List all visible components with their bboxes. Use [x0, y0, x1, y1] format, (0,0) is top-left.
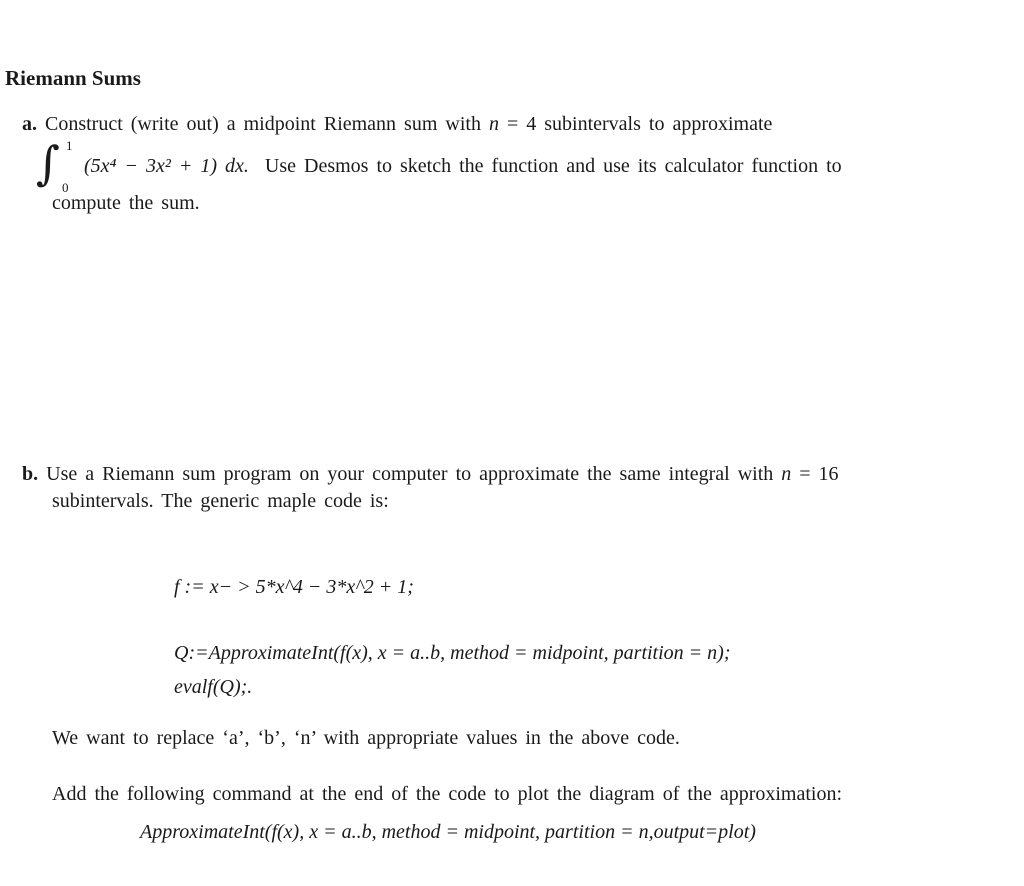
part-a-text1: Construct (write out) a midpoint Riemann sum with: [45, 113, 481, 135]
part-a-line3: compute the sum.: [52, 192, 200, 214]
part-b-text1: Use a Riemann sum program on your computer to approximate the same integral with: [46, 463, 774, 485]
code-line-function: f := x− > 5*x^4 − 3*x^2 + 1;: [174, 576, 414, 598]
part-a-label: a.: [22, 113, 37, 135]
code-line-approximate: Q:=ApproximateInt(f(x), x = a..b, method = midpoint, partition = n);: [174, 642, 731, 664]
part-a-line2: [84, 155, 842, 178]
replace-instruction: We want to replace ‘a’, ‘b’, ‘n’ with appropriate values in the above code.: [52, 727, 680, 749]
add-command-instruction: Add the following command at the end of the code to plot the diagram of the approximation:: [52, 783, 843, 805]
part-b-line1: [22, 463, 839, 486]
part-a-n-var: n: [488, 113, 499, 135]
integral-upper-limit: 1: [66, 138, 73, 153]
part-a-text2: Use Desmos to sketch the function and use its calculator function to: [264, 155, 842, 177]
part-b-n-var: n: [781, 463, 792, 485]
integral-sign: ∫: [36, 136, 60, 190]
part-a-line1: [22, 113, 772, 136]
page-title: Riemann Sums: [5, 66, 141, 90]
part-b-line2: subintervals. The generic maple code is:: [52, 490, 389, 512]
part-b-label: b.: [22, 463, 39, 485]
code-line-evalf: evalf(Q);.: [174, 676, 253, 698]
part-a-n-eq: = 4 subintervals to approximate: [506, 113, 773, 135]
part-b-n-eq: = 16: [799, 463, 839, 485]
integral-dx: dx.: [225, 155, 249, 177]
integral-lower-limit: 0: [62, 180, 69, 195]
integrand: (5x⁴ − 3x² + 1): [84, 155, 218, 177]
plot-command: ApproximateInt(f(x), x = a..b, method = midpoint, partition = n,output=plot): [140, 821, 756, 843]
